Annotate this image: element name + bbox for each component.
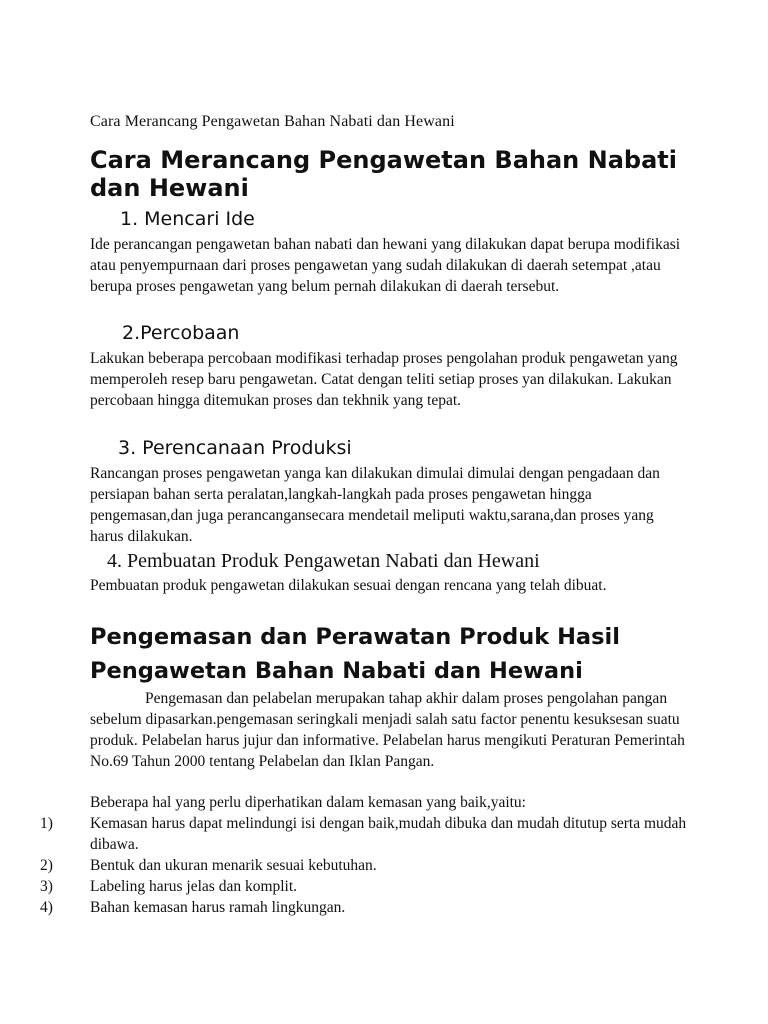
packaging-paragraph: Pengemasan dan pelabelan merupakan tahap akhir dalam proses pengolahan pangan sebelum dipasarkan.pengemasan seringkali menjadi salah satu factor penentu kesuksesan suatu produk. Pelabelan harus jujur dan informative. Pelabelan harus mengikuti Peraturan Pemerintah No.69 Tahun 2000 tentang Pelabelan dan Iklan Pangan.	[90, 690, 685, 770]
section-body-percobaan: Lakukan beberapa percobaan modifikasi terhadap proses pengolahan produk pengawetan yang memperoleh resep baru pengawetan. Catat dengan teliti setiap proses yan dilakukan. Lakukan percobaan hingga ditemukan proses dan tekhnik yang tepat.	[90, 350, 678, 409]
list-item-text: Labeling harus jelas dan komplit.	[90, 878, 298, 895]
list-item-number: 4)	[40, 899, 53, 916]
list-item	[40, 876, 700, 897]
main-heading: Cara Merancang Pengawetan Bahan Nabati dan Hewani	[90, 146, 677, 202]
list-item	[40, 813, 700, 855]
list-item	[40, 855, 700, 876]
list-item-text: Bentuk dan ukuran menarik sesuai kebutuhan.	[90, 857, 377, 874]
section-body-perencanaan-produksi: Rancangan proses pengawetan yanga kan dilakukan dimulai dimulai dengan pengadaan dan persiapan bahan serta peralatan,langkah-langkah pada proses pengawetan hingga pengemasan,dan juga perancangansecara mendetail meliputi waktu,sarana,dan proses yang harus dilakukan.	[90, 465, 660, 545]
list-item	[40, 897, 700, 918]
list-intro: Beberapa hal yang perlu diperhatikan dalam kemasan yang baik,yaitu:	[90, 794, 526, 811]
section-heading-perencanaan-produksi: 3. Perencanaan Produksi	[118, 437, 352, 459]
section-heading-percobaan: 2.Percobaan	[122, 322, 240, 344]
packaging-heading: Pengemasan dan Perawatan Produk Hasil Pengawetan Bahan Nabati dan Hewani	[90, 624, 620, 684]
list-item-number: 1)	[40, 815, 53, 832]
section-body-pembuatan-produk: Pembuatan produk pengawetan dilakukan sesuai dengan rencana yang telah dibuat.	[90, 577, 607, 594]
list-item-number: 3)	[40, 878, 53, 895]
running-title: Cara Merancang Pengawetan Bahan Nabati dan Hewani	[90, 113, 455, 130]
requirements-list	[40, 813, 700, 918]
list-item-number: 2)	[40, 857, 53, 874]
section-body-mencari-ide: Ide perancangan pengawetan bahan nabati dan hewani yang dilakukan dapat berupa modifikasi atau penyempurnaan dari proses pengawetan yang sudah dilakukan di daerah setempat ,atau berupa proses pengawetan yang belum pernah dilakukan di daerah tersebut.	[90, 236, 681, 295]
section-heading-pembuatan-produk: 4. Pembuatan Produk Pengawetan Nabati dan Hewani	[107, 550, 540, 572]
list-item-text: Bahan kemasan harus ramah lingkungan.	[90, 899, 346, 916]
list-item-text: Kemasan harus dapat melindungi isi dengan baik,mudah dibuka dan mudah ditutup serta mudah dibawa.	[90, 815, 687, 853]
section-heading-mencari-ide: 1. Mencari Ide	[120, 208, 255, 230]
